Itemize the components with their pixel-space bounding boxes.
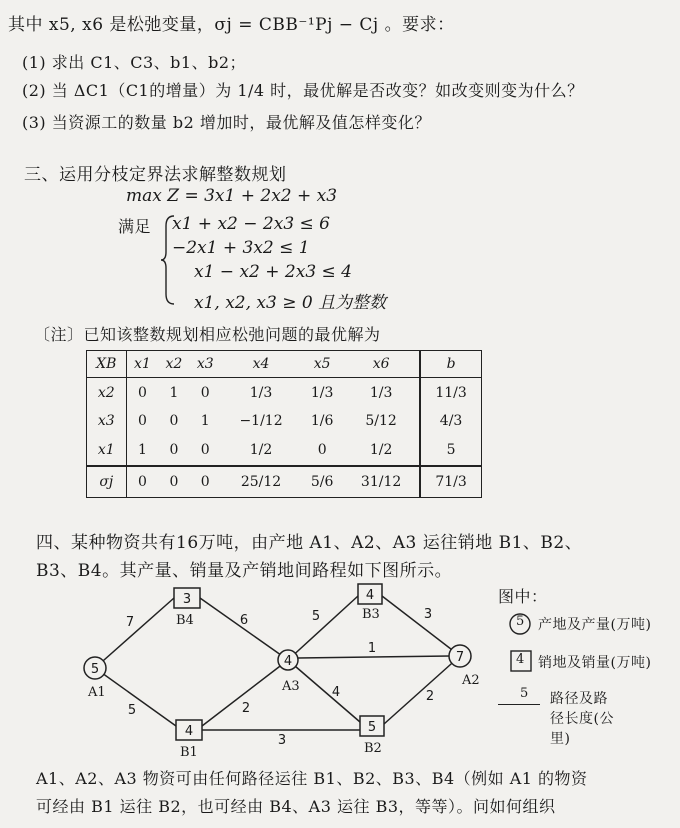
edge-b1-a3-length: 2 [241,701,251,716]
header-x6: x6 [343,351,420,378]
edge-a1-b4 [95,598,174,668]
table-cell: 0 [200,442,210,459]
subject-to-label: 满足 [118,217,152,236]
node-a3-value: 4 [283,654,293,669]
legend-line-text-2: 径长度(公 [550,711,614,727]
table-cell: 11/3 [420,378,481,408]
edge-a3-b3-length: 5 [311,609,321,624]
header-x5: x5 [301,351,343,378]
legend-square-text: 销地及销量(万吨) [538,655,652,671]
table-cell: 31/12 [343,466,420,497]
legend-line-icon [498,704,540,705]
objective-function: max Z = 3x1 + 2x2 + x3 [126,186,338,206]
legend-circle-value: 5 [516,614,525,629]
question-1: (1) 求出 C1、C3、b1、b2； [22,53,247,72]
edge-b2-a2 [384,656,460,724]
table-cell: 0 [137,413,147,430]
table-cell: 1 [200,413,210,430]
question-2: (2) 当 ΔC1（C1的增量）为 1/4 时，最优解是否改变？如改变则变为什么？ [22,81,584,100]
table-cell: 25/12 [221,466,301,497]
table-cell: 0 [169,442,179,459]
table-cell: 4/3 [420,407,481,436]
section3-heading: 三、运用分枝定界法求解整数规划 [24,165,287,185]
constraint-1: x1 + x2 − 2x3 ≤ 6 [172,214,330,234]
table-cell: 0 [200,384,210,401]
header-x4: x4 [221,351,301,378]
edge-b2-a2-length: 2 [425,689,435,704]
constraint-4: x1, x2, x3 ≥ 0 且为整数 [194,293,387,313]
header-line: 其中 x5, x6 是松弛变量，σj = CBB⁻¹Pj − Cj 。要求： [8,15,455,35]
table-cell: 1/6 [310,413,334,430]
table-note: 〔注〕已知该整数规划相应松弛问题的最优解为 [34,325,381,344]
edge-b1-b2-length: 3 [277,733,287,748]
table-cell: 1/3 [249,384,273,401]
node-b2-value: 5 [367,720,377,735]
node-b1-label: B1 [180,745,198,760]
legend-line-value: 5 [520,686,529,701]
constraint-2: −2x1 + 3x2 ≤ 1 [172,238,310,258]
edge-b4-a3-length: 6 [239,613,249,628]
table-cell: 5/6 [301,466,343,497]
node-a2-value: 7 [455,650,465,665]
header-b: b [420,351,481,378]
legend-square-value: 4 [516,652,525,667]
question-3: (3) 当资源工的数量 b2 增加时，最优解及值怎样变化？ [22,113,431,132]
table-cell: 0 [158,466,189,497]
legend-line-text-3: 里) [550,731,571,747]
table-cell: 1 [137,442,147,459]
legend-circle-text: 产地及产量(万吨) [538,617,652,633]
node-a1-value: 5 [90,662,100,677]
table-cell: 1 [169,384,179,401]
edge-a1-b4-length: 7 [125,615,135,630]
node-b1-value: 4 [184,724,194,739]
bottom-line-2: 可经由 B1 运往 B2，也可经由 B4、A3 运往 B3，等等）。问如何组织 [36,797,556,816]
legend-line-text-1: 路径及路 [550,691,608,707]
table-cell: 71/3 [420,466,481,497]
table-cell: x3 [87,407,127,436]
legend-title: 图中： [498,587,548,606]
node-a1-label: A1 [88,685,106,700]
edge-a3-a2 [298,656,450,658]
header-x1: x1 [126,351,158,378]
edge-a3-b2-length: 4 [331,685,341,700]
node-b2-label: B2 [364,741,382,756]
header-xb: XB [87,351,127,378]
section4-intro-2: B3、B4。其产量、销量及产销地间路程如下图所示。 [36,561,453,581]
node-b4-value: 3 [182,592,192,607]
table-cell: σj [87,466,127,497]
node-a2-label: A2 [462,673,480,688]
table-cell: 5 [420,436,481,466]
table-cell: 5/12 [365,413,397,430]
edge-a3-b3 [288,596,358,660]
edge-a3-a2-length: 1 [367,641,377,656]
table-cell: 1/2 [249,442,273,459]
table-cell: 1/3 [310,384,334,401]
node-b3-label: B3 [362,607,380,622]
bottom-line-1: A1、A2、A3 物资可由任何路径运往 B1、B2、B3、B4（例如 A1 的物资 [36,769,588,788]
node-a3-label: A3 [282,679,300,694]
table-cell: 1/3 [369,384,393,401]
edge-b4-a3 [200,598,288,660]
constraint-3: x1 − x2 + 2x3 ≤ 4 [194,262,352,282]
section4-intro-1: 四、某种物资共有16万吨，由产地 A1、A2、A3 运往销地 B1、B2、 [36,533,583,553]
edge-b3-a2 [382,596,460,656]
table-cell: 0 [137,384,147,401]
edge-b1-a3 [202,660,288,726]
table-cell: x1 [87,436,127,466]
table-cell: 0 [190,466,221,497]
table-cell: x2 [87,378,127,408]
table-cell: −1/12 [239,413,283,430]
table-cell: 0 [169,413,179,430]
table-cell: 1/2 [369,442,393,459]
header-x2: x2 [158,351,189,378]
node-b3-value: 4 [365,588,375,603]
table-cell: 0 [126,466,158,497]
header-x3: x3 [190,351,221,378]
edge-a1-b1-length: 5 [127,703,137,718]
edge-b3-a2-length: 3 [423,607,433,622]
node-b4-label: B4 [176,613,194,628]
table-cell: 0 [317,442,327,459]
